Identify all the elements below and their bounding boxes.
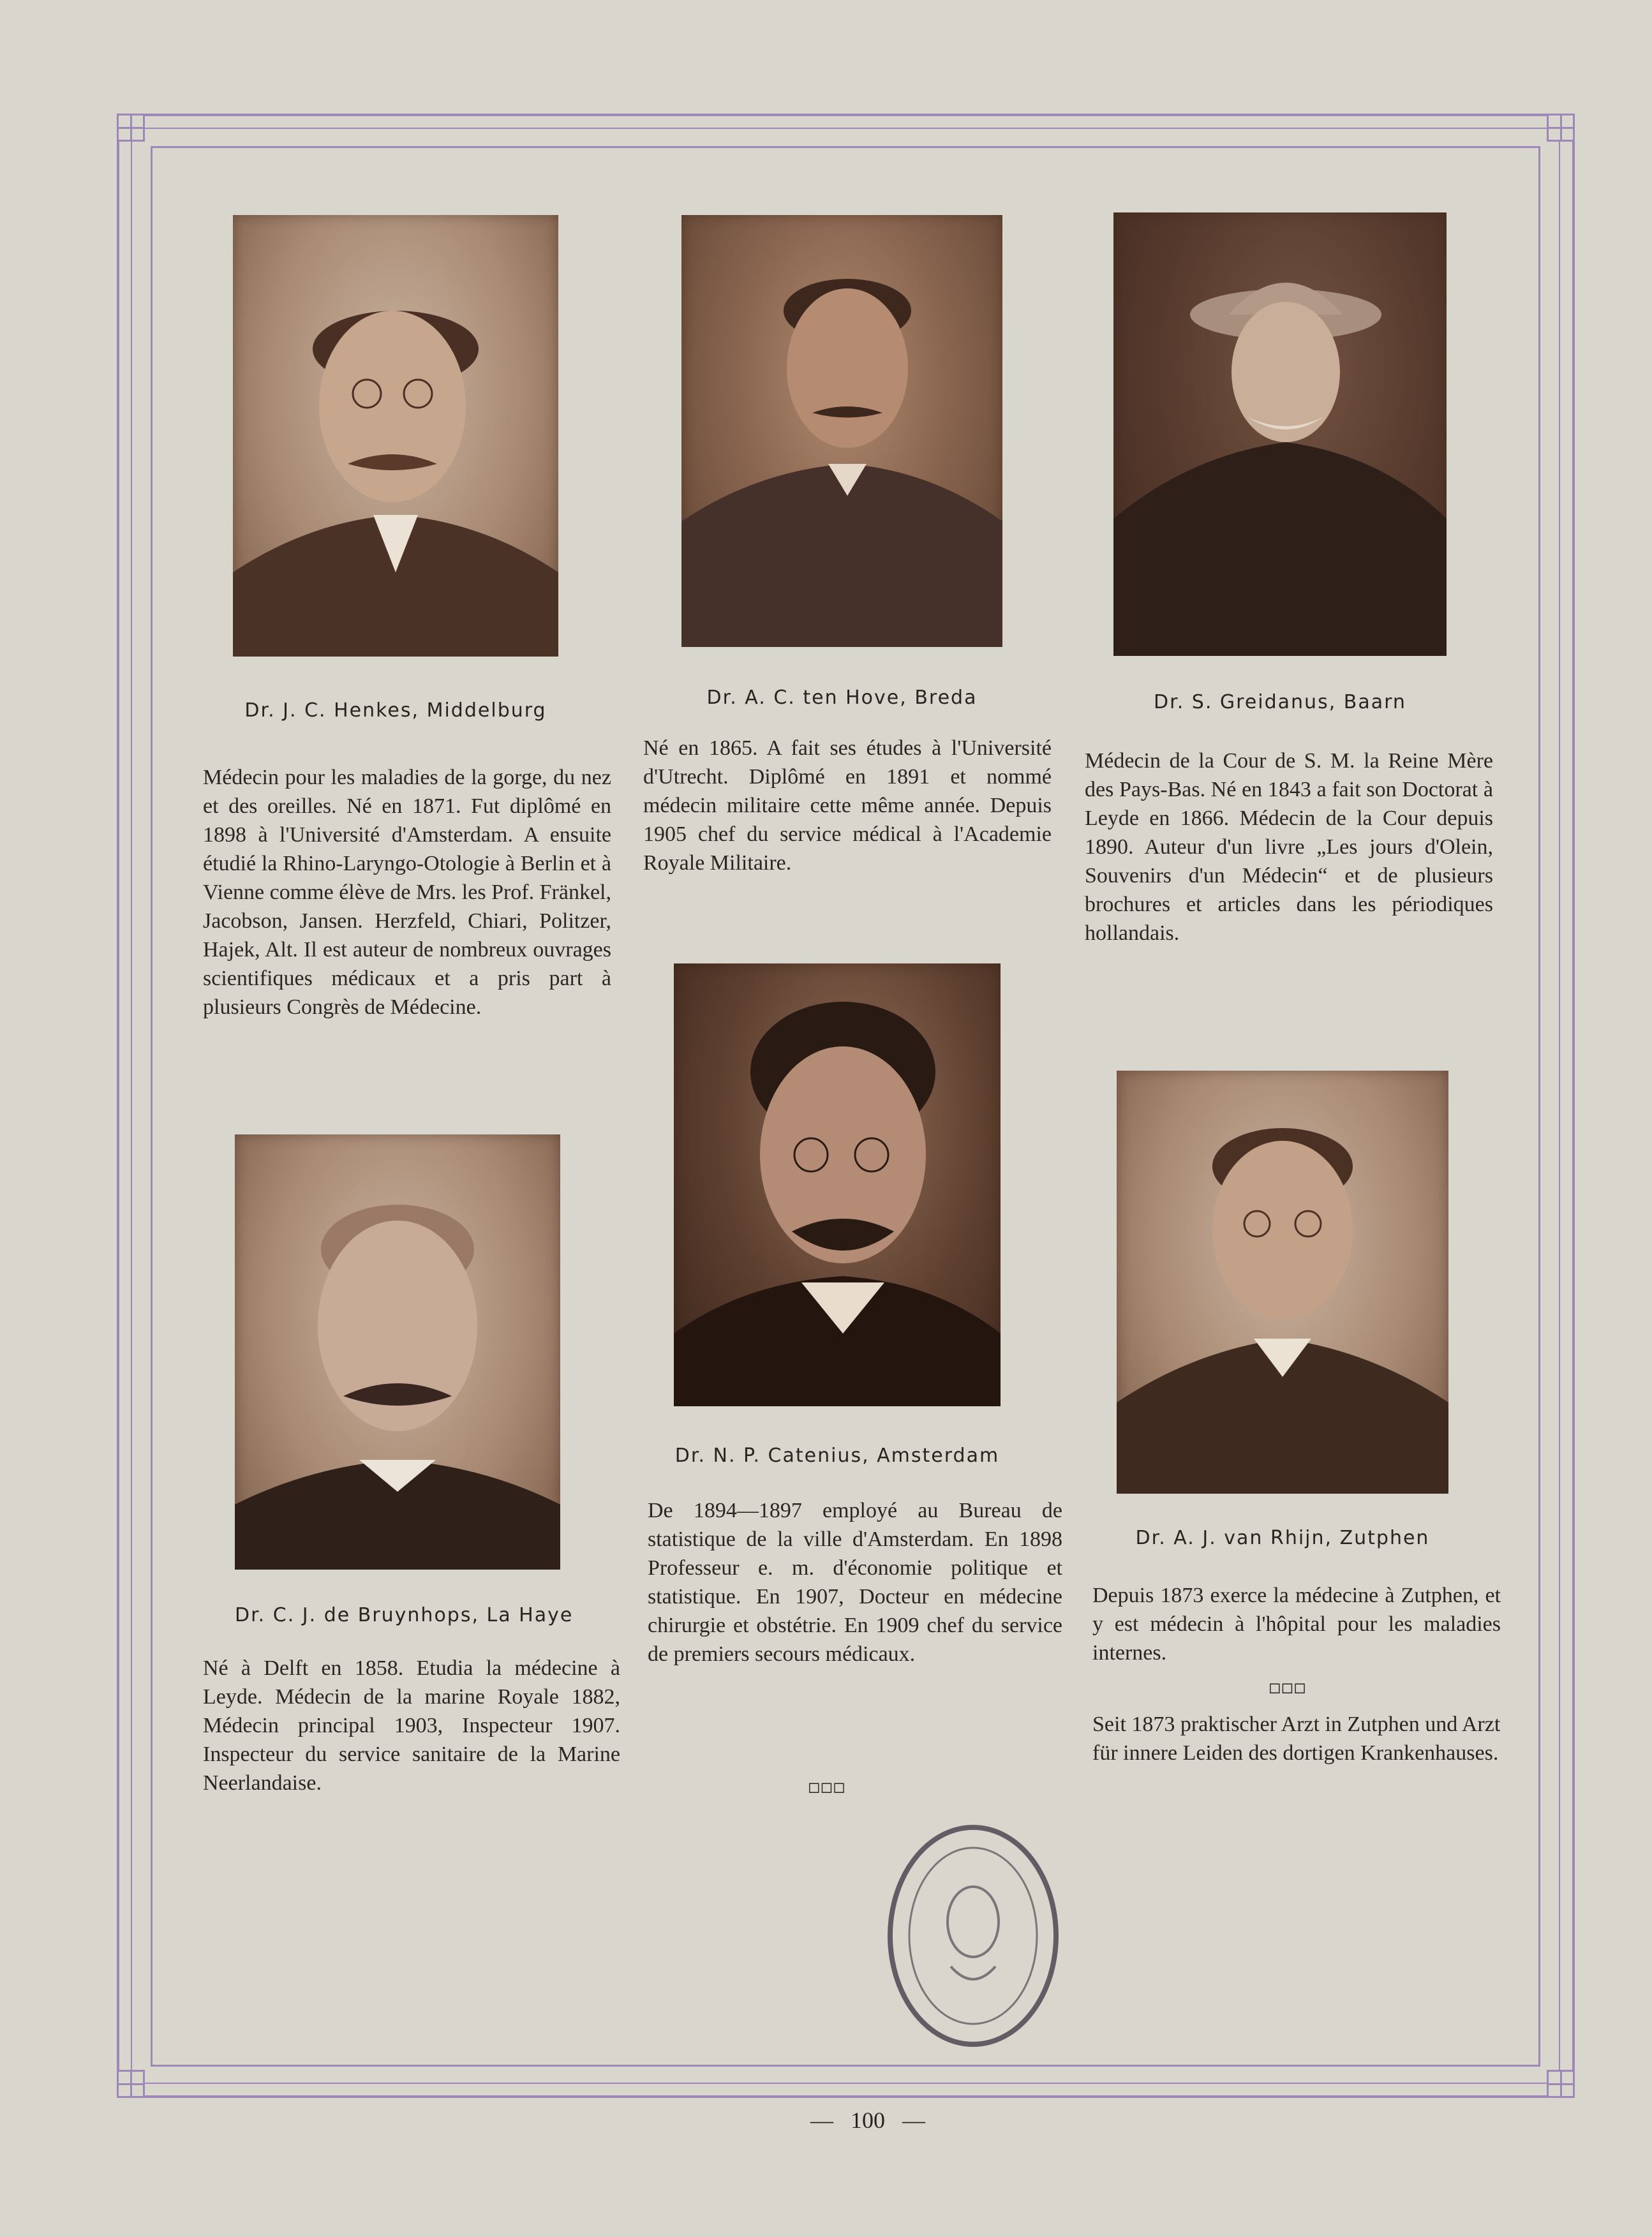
caption-de-bruynhops: Dr. C. J. de Bruynhops, La Haye xyxy=(235,1604,574,1626)
portrait-photo-catenius xyxy=(674,963,1001,1406)
bio-text-van-rhijn: Depuis 1873 exerce la médecine à Zutphen, et y est médecin à l'hôpital pour les maladies internes. xyxy=(1092,1584,1501,1665)
frame-corner-ornament xyxy=(1547,114,1575,142)
portrait-photo-ten-hove xyxy=(681,215,1002,647)
bio-text-greidanus: Médecin de la Cour de S. M. la Reine Mère des Pays-Bas. Né en 1843 a fait son Doctorat à Leyde en 1866. Médecin de la Cour depuis 1890. Auteur d'un livre „Les jours d'Olein, Souvenirs d'un Médecin“ et de plusieurs brochures et articles dans les périodiques hollandais. xyxy=(1085,749,1493,945)
bio-text-catenius: De 1894—1897 employé au Bureau de statistique de la ville d'Amsterdam. En 1898 Professeur e. m. d'économie politique et statistique. En 1907, Docteur en médecine chirurgie et obstétrie. En 1909 chef du service de premiers secours médicaux. xyxy=(648,1499,1062,1666)
bio-text-henkes: Médecin pour les maladies de la gorge, du nez et des oreilles. Né en 1871. Fut diplômé en 1898 à l'Université d'Amsterdam. A ensuite étudié la Rhino-Laryngo-Otologie à Berlin et à Vienne comme élève de Mrs. les Prof. Fränkel, Jacobson, Jansen. Herzfeld, Chiari, Politzer, Hajek, Alt. Il est auteur de nombreux ouvrages scientifiques médicaux et a pris part à plusieurs Congrès de Médecine. xyxy=(203,766,611,1019)
bio-text-de-bruynhops: Né à Delft en 1858. Etudia la médecine à Leyde. Médecin de la marine Royale 1882, Médecin principal 1903, Inspecteur 1907. Inspecteur du service sanitaire de la Marine Neerlandaise. xyxy=(203,1656,620,1795)
portrait-photo-greidanus xyxy=(1113,212,1447,656)
bio-text-ten-hove: Né en 1865. A fait ses études à l'Université d'Utrecht. Diplômé en 1891 et nommé médecin militaire cette même année. Depuis 1905 chef du service médical à l'Academie Royale Militaire. xyxy=(643,736,1052,875)
portrait-photo-de-bruynhops xyxy=(235,1134,560,1570)
caption-catenius: Dr. N. P. Catenius, Amsterdam xyxy=(674,1445,1000,1467)
page-number-value: 100 xyxy=(851,2107,885,2133)
bio-text-van-rhijn-german: Seit 1873 praktischer Arzt in Zutphen und Arzt für innere Leiden des dortigen Krankenhauses. xyxy=(1092,1713,1501,1765)
frame-corner-ornament xyxy=(1547,2070,1575,2098)
portrait-photo-van-rhijn xyxy=(1117,1071,1448,1494)
frame-corner-ornament xyxy=(117,114,145,142)
section-separator: □□□ xyxy=(809,1778,847,1797)
library-stamp xyxy=(881,1820,1066,2053)
caption-ten-hove: Dr. A. C. ten Hove, Breda xyxy=(706,687,978,709)
page-number: — 100 — xyxy=(810,2107,925,2133)
caption-greidanus: Dr. S. Greidanus, Baarn xyxy=(1154,691,1406,713)
portrait-photo-henkes xyxy=(233,215,558,657)
caption-van-rhijn: Dr. A. J. van Rhijn, Zutphen xyxy=(1135,1527,1430,1549)
section-separator: □□□ xyxy=(1270,1678,1307,1697)
caption-henkes: Dr. J. C. Henkes, Middelburg xyxy=(244,699,547,722)
frame-corner-ornament xyxy=(117,2070,145,2098)
